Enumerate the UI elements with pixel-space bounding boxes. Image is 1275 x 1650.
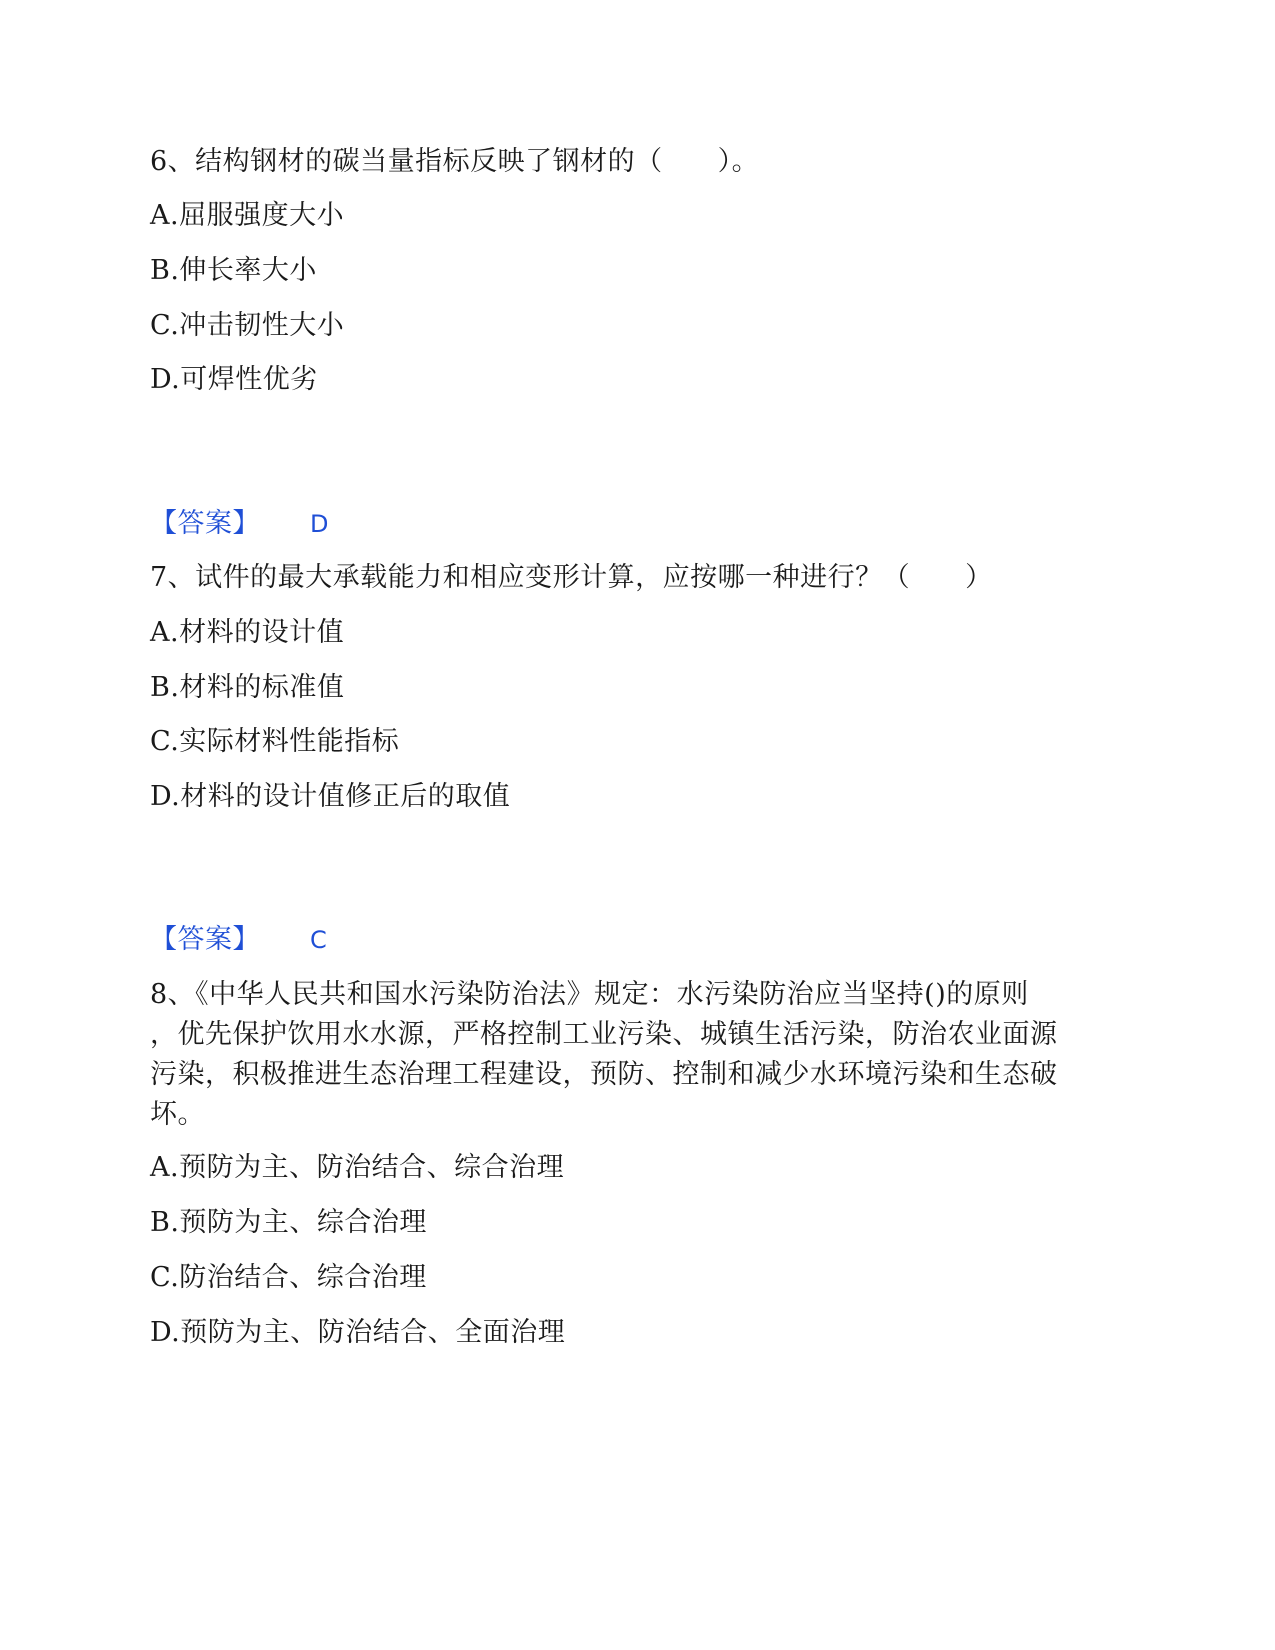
question-6-answer xyxy=(150,504,329,544)
question-6-option-c: C.冲击韧性大小 xyxy=(150,310,345,341)
question-8-stem-line-3: 污染，积极推进生态治理工程建设，预防、控制和减少水环境污染和生态破 xyxy=(150,1059,1058,1090)
answer-label: 【答案】 xyxy=(150,924,260,955)
question-6-option-d: D.可焊性优劣 xyxy=(150,364,318,395)
question-8-option-d: D.预防为主、防治结合、全面治理 xyxy=(150,1317,566,1348)
question-7-stem: 7、试件的最大承载能力和相应变形计算，应按哪一种进行？（ ） xyxy=(150,562,993,593)
answer-value: C xyxy=(310,926,328,954)
question-6-option-b: B.伸长率大小 xyxy=(150,255,317,286)
question-7-answer xyxy=(150,920,327,960)
question-8-stem-line-2: ，优先保护饮用水水源，严格控制工业污染、城镇生活污染，防治农业面源 xyxy=(150,1019,1058,1050)
question-8-stem-line-1: 8、《中华人民共和国水污染防治法》规定：水污染防治应当坚持()的原则 xyxy=(150,979,1029,1010)
question-8-option-c: C.防治结合、综合治理 xyxy=(150,1262,427,1293)
question-8-stem-line-4: 坏。 xyxy=(150,1099,205,1130)
question-8-option-b: B.预防为主、综合治理 xyxy=(150,1207,427,1238)
question-7-option-b: B.材料的标准值 xyxy=(150,672,345,703)
question-7-option-d: D.材料的设计值修正后的取值 xyxy=(150,781,511,812)
question-6-option-a: A.屈服强度大小 xyxy=(150,200,345,231)
answer-value: D xyxy=(310,510,329,538)
answer-label: 【答案】 xyxy=(150,508,260,539)
question-7-option-c: C.实际材料性能指标 xyxy=(150,726,400,757)
question-6-stem: 6、结构钢材的碳当量指标反映了钢材的（ ）。 xyxy=(150,146,760,177)
question-7-option-a: A.材料的设计值 xyxy=(150,617,345,648)
question-8-option-a: A.预防为主、防治结合、综合治理 xyxy=(150,1152,565,1183)
